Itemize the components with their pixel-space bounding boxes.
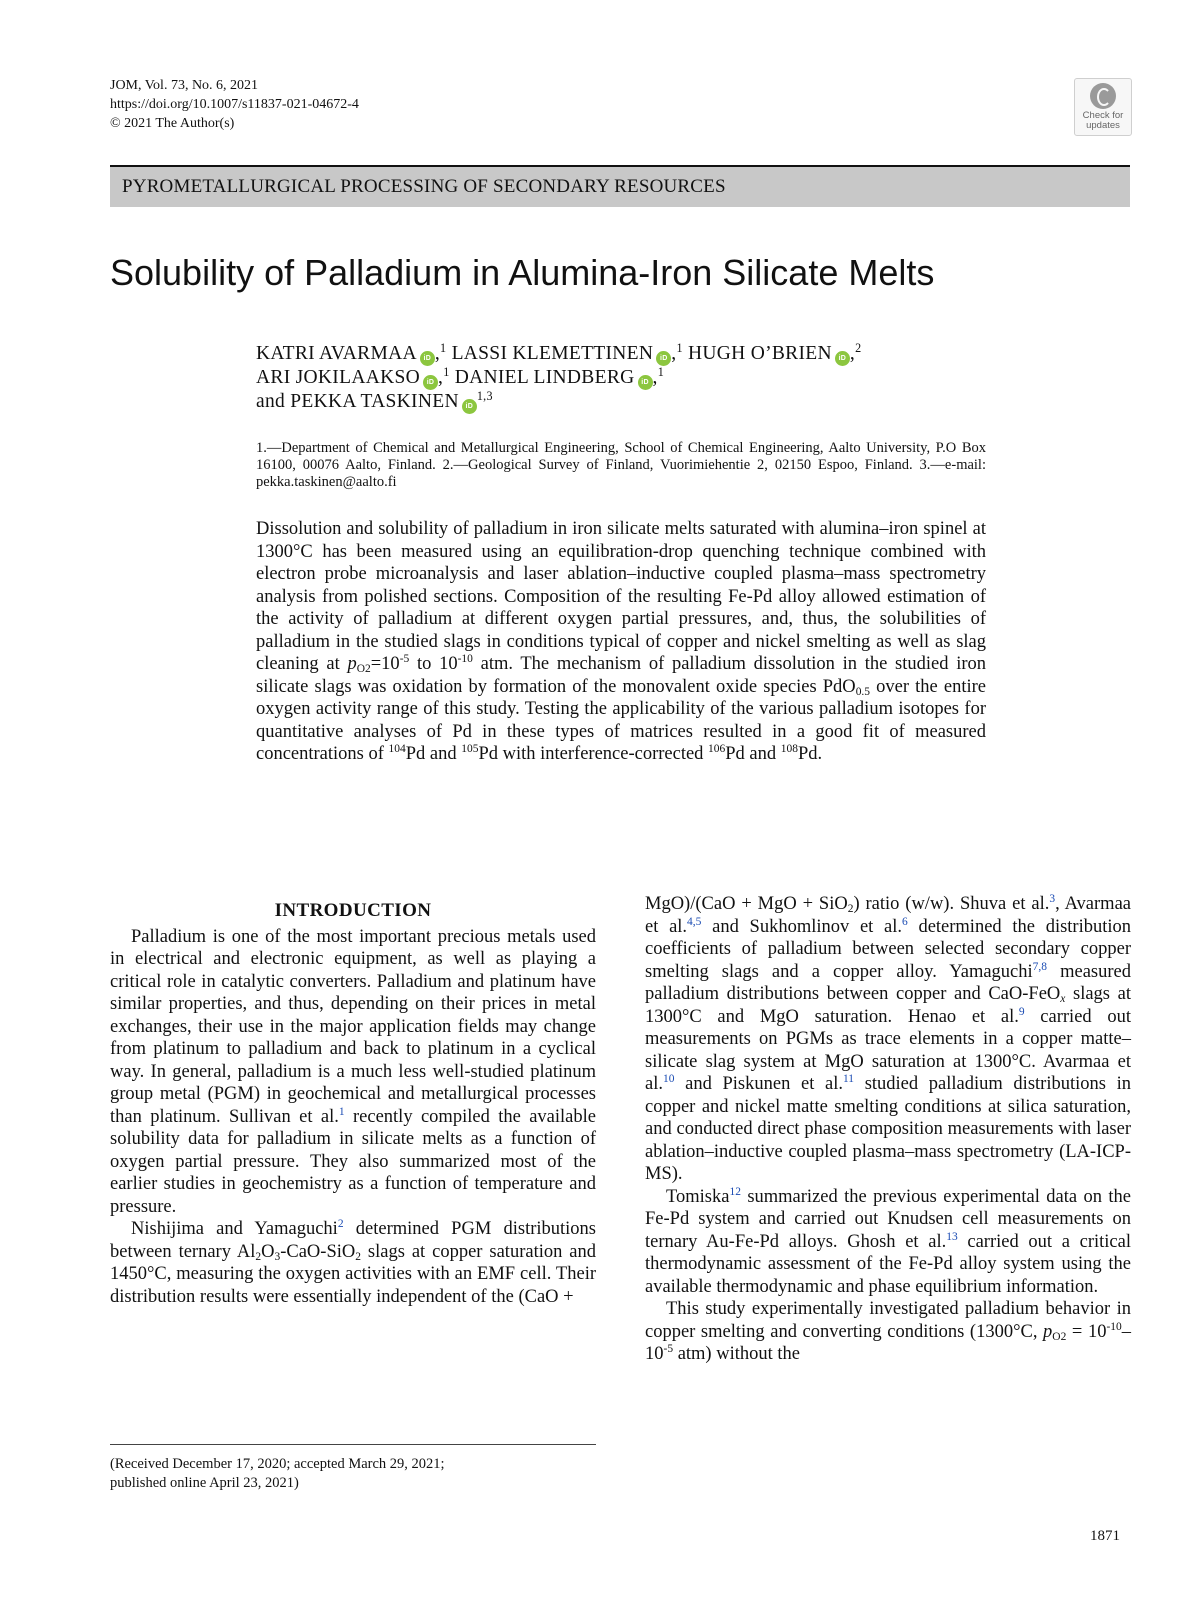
citation-link[interactable]: 10	[662, 1073, 675, 1086]
badge-line2: updates	[1086, 120, 1120, 131]
citation-link[interactable]: 4,5	[687, 915, 702, 928]
paragraph: Nishijima and Yamaguchi$^2$ determined PGM distributions between ternary $Al_2O_3-CaO-SiO_2$ slags at copper saturation and 1450°C, measuring the oxygen activities with an EMF cell. Their distribution results were essentially independent of the (CaO +	[110, 1218, 596, 1307]
author-affiliation: 1	[676, 340, 683, 355]
author-name: ARI JOKILAAKSO	[256, 367, 420, 388]
citation-link[interactable]: 7,8	[1032, 960, 1048, 973]
body-column-left	[110, 900, 596, 1308]
journal-meta	[110, 76, 359, 133]
citation-link[interactable]: 1	[338, 1105, 345, 1118]
author-affiliation: 1	[657, 364, 665, 379]
citation-link[interactable]: 13	[946, 1230, 958, 1243]
paragraph: This study experimentally investigated palladium behavior in copper smelting and converting conditions (1300°C, $p_{O2} = 10^{-10}-10^{-5}$ atm) without the	[645, 1299, 1131, 1364]
copyright: © 2021 The Author(s)	[110, 116, 235, 131]
orcid-icon[interactable]: iD	[835, 351, 850, 366]
section-band	[110, 167, 1130, 207]
author-affiliation: 1,3	[476, 388, 493, 403]
check-for-updates-badge[interactable]	[1074, 78, 1132, 136]
paragraph: MgO)/(CaO + MgO + SiO$_2$) ratio (w/w). Shuva et al.$^3$, Avarmaa et al.$^{4,5}$ and Sukhomlinov et al.$^6$ determined the distribution coefficients of palladium between selected secondary copper smelting slags and a copper alloy. Yamaguchi$^{7,8}$ measured palladium distributions between copper and CaO-FeO$_x$ slags at 1300°C and MgO saturation. Henao et al.$^9$ carried out measurements on PGMs as trace elements in a copper matte–silicate slag system at MgO saturation at 1300°C. Avarmaa et al.$^{10}$ and Piskunen et al.$^{11}$ studied palladium distributions in copper and nickel matte smelting conditions at silica saturation, and conducted direct phase composition measurements with laser ablation–inductive coupled plasma–mass spectrometry (LA-ICP-MS).	[645, 893, 1132, 1184]
citation-link[interactable]: 9	[1018, 1005, 1025, 1018]
doi-link[interactable]: https://doi.org/10.1007/s11837-021-04672-4	[110, 97, 359, 112]
author-list: KATRI AVARMAA iD ,$^1$ LASSI KLEMETTINEN iD ,$^1$ HUGH O’BRIEN iD ,$^2$ ARI JOKILAAKSO iD ,$^1$ DANIEL LINDBERG iD ,$^1$ and PEKKA TASKINEN iD$^{1,3}$	[256, 340, 862, 412]
author-name: KATRI AVARMAA	[256, 343, 417, 364]
crossmark-icon	[1090, 83, 1116, 109]
footnote-rule	[110, 1444, 596, 1445]
authors-and: and	[256, 391, 286, 412]
article-title: Solubility of Palladium in Alumina-Iron Silicate Melts	[110, 252, 935, 293]
orcid-icon[interactable]: iD	[656, 351, 671, 366]
citation-link[interactable]: 6	[902, 915, 908, 928]
author-name: LASSI KLEMETTINEN	[451, 343, 654, 364]
section-heading-introduction: INTRODUCTION	[274, 900, 432, 921]
received-dates: (Received December 17, 2020; accepted March 29, 2021; published online April 23, 2021)	[110, 1456, 445, 1491]
paragraph: Tomiska$^{12}$ summarized the previous experimental data on the Fe-Pd system and carried out Knudsen cell measurements on ternary Au-Fe-Pd alloys. Ghosh et al.$^{13}$ carried out a critical thermodynamic assessment of the Fe-Pd alloy system using the available thermodynamic and phase equilibrium information.	[645, 1185, 1131, 1297]
citation-link[interactable]: 3	[1049, 893, 1056, 906]
badge-line1: Check for	[1082, 110, 1124, 121]
affiliations: 1.—Department of Chemical and Metallurgical Engineering, School of Chemical Engineering, Aalto University, P.O Box 16100, 00076 Aalto, Finland. 2.—Geological Survey of Finland, Vuorimiehentie 2, 02150 Espoo, Finland. 3.—e-mail: pekka.taskinen@aalto.fi	[256, 440, 986, 490]
section-label: PYROMETALLURGICAL PROCESSING OF SECONDARY RESOURCES	[122, 176, 726, 197]
citation-link[interactable]: 12	[729, 1185, 741, 1198]
orcid-icon[interactable]: iD	[423, 375, 438, 390]
author-affiliation: 2	[855, 340, 862, 355]
author-name: DANIEL LINDBERG	[454, 367, 635, 388]
author-name: HUGH O’BRIEN	[687, 343, 832, 364]
paragraph: Palladium is one of the most important precious metals used in electrical and electronic equipment, as well as playing a critical role in catalytic converters. Palladium and platinum have similar properties, and thus, depending on their prices in metal exchanges, their use in the major application fields may change from platinum to palladium and back to platinum in a cyclical way. In general, palladium is a much less well-studied platinum group metal (PGM) in geochemical and metallurgical processes than platinum. Sullivan et al.$^1$ recently compiled the available solubility data for palladium in silicate melts as a function of oxygen partial pressure. They also summarized most of the earlier studies in geochemistry as a function of temperature and pressure.	[110, 926, 596, 1217]
citation-link[interactable]: 2	[337, 1218, 344, 1231]
abstract: Dissolution and solubility of palladium in iron silicate melts saturated with alumina–iron spinel at 1300°C has been measured using an equilibration-drop quenching technique combined with electron probe microanalysis and laser ablation–inductive coupled plasma–mass spectrometry analysis from polished sections. Composition of the resulting Fe-Pd alloy allowed estimation of the activity of palladium at different oxygen partial pressures, and, thus, the solubilities of palladium in the studied slags in conditions typical of copper and nickel smelting as well as slag cleaning at $p_{O2}=10^{-5}$ to $10^{-10}$ atm. The mechanism of palladium dissolution in the studied iron silicate slags was oxidation by formation of the monovalent oxide species PdO$_{0.5}$ over the entire oxygen activity range of this study. Testing the applicability of the various palladium isotopes for quantitative analyses of Pd in these types of matrices resulted in a good fit of measured concentrations of $^{104}$Pd and $^{105}$Pd with interference-corrected $^{106}$Pd and $^{108}$Pd.	[256, 519, 987, 764]
orcid-icon[interactable]: iD	[638, 375, 653, 390]
orcid-icon[interactable]: iD	[462, 399, 477, 414]
body-column-right	[645, 893, 1131, 1366]
citation-link[interactable]: 11	[842, 1073, 855, 1086]
author-name: PEKKA TASKINEN	[290, 391, 459, 412]
journal-citation: JOM, Vol. 73, No. 6, 2021	[110, 78, 259, 93]
orcid-icon[interactable]: iD	[420, 351, 435, 366]
author-affiliation: 1	[440, 340, 447, 355]
page-number: 1871	[1090, 1528, 1120, 1544]
author-affiliation: 1	[443, 364, 450, 379]
